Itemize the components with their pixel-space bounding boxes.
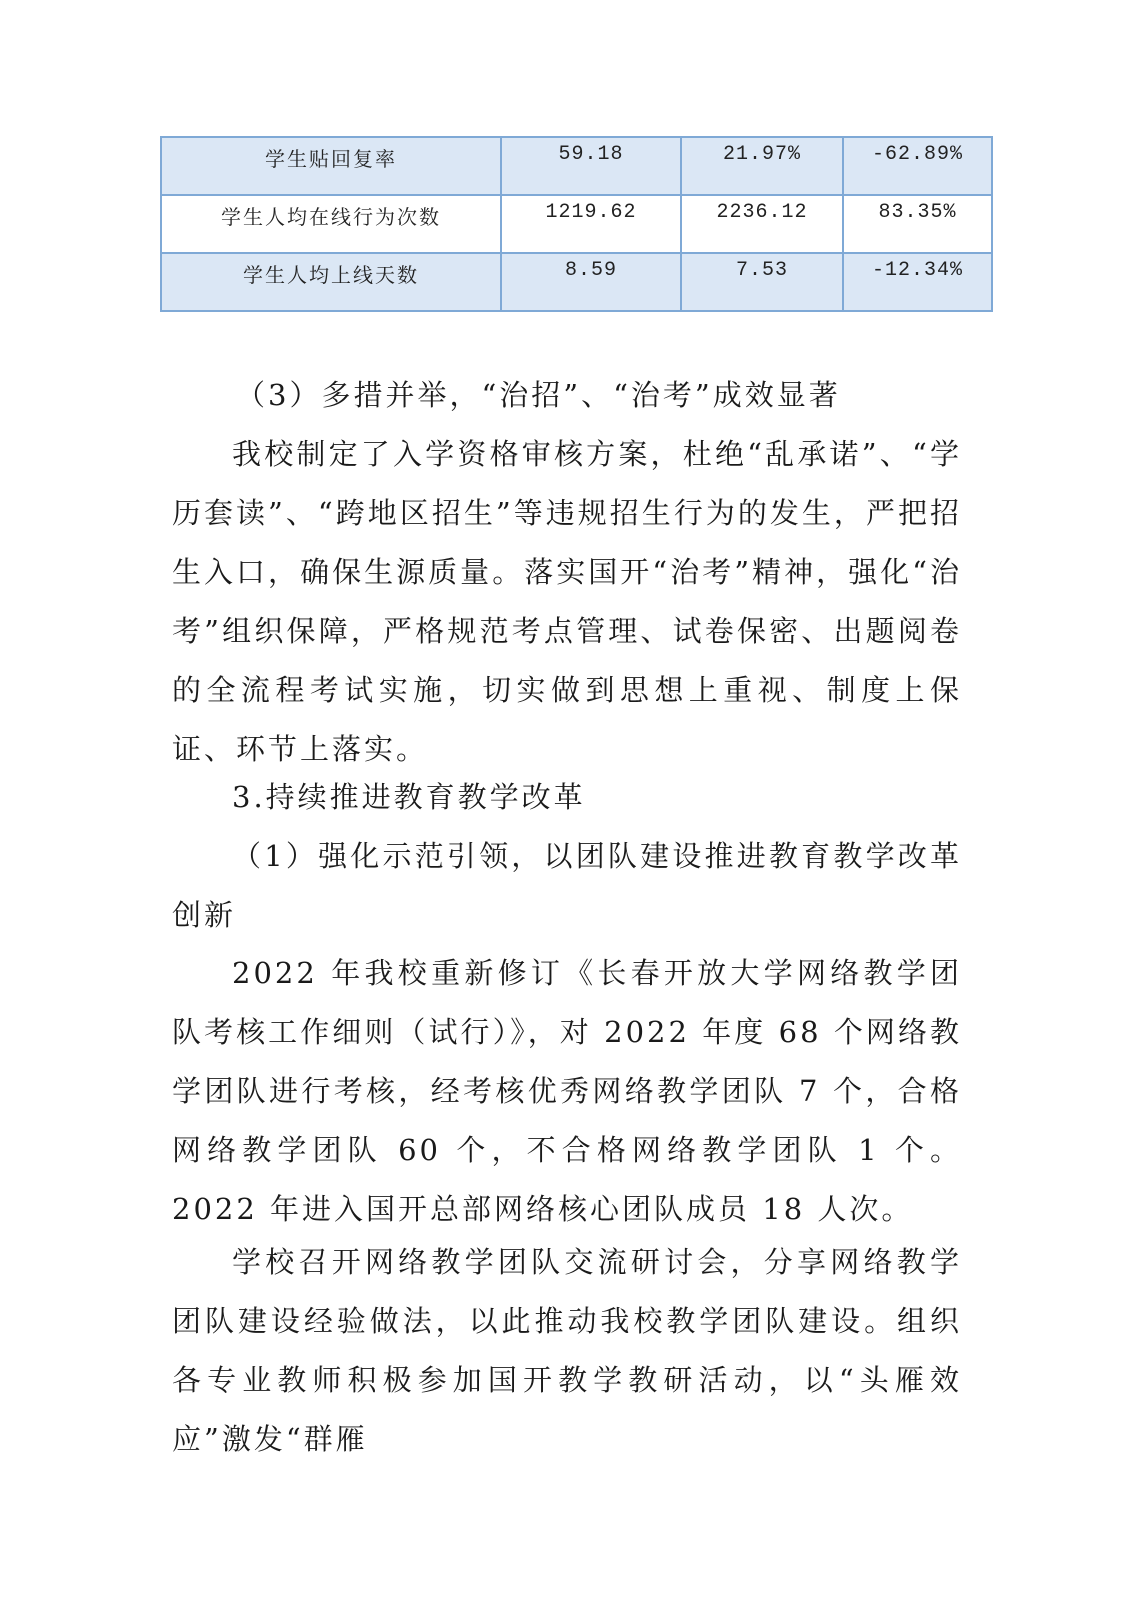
change-cell: -12.34% xyxy=(843,253,992,311)
value-cell: 2236.12 xyxy=(681,195,843,253)
row-label: 学生人均在线行为次数 xyxy=(161,195,501,253)
table-row xyxy=(161,195,992,253)
value-cell: 1219.62 xyxy=(501,195,681,253)
subsection-heading-1: （1）强化示范引领，以团队建设推进教育教学改革创新 xyxy=(172,839,962,932)
value-cell: 8.59 xyxy=(501,253,681,311)
row-label: 学生人均上线天数 xyxy=(161,253,501,311)
statistics-table xyxy=(160,136,993,312)
section-heading: 3.持续推进教育教学改革 xyxy=(232,780,586,814)
value-cell: 59.18 xyxy=(501,137,681,195)
value-cell: 7.53 xyxy=(681,253,843,311)
change-cell: 83.35% xyxy=(843,195,992,253)
change-cell: -62.89% xyxy=(843,137,992,195)
table-row xyxy=(161,253,992,311)
paragraph-team-seminar: 学校召开网络教学团队交流研讨会，分享网络教学团队建设经验做法，以此推动我校教学团队建设。组织各专业教师积极参加国开教学教研活动，以“头雁效应”激发“群雁 xyxy=(172,1245,962,1456)
value-cell: 21.97% xyxy=(681,137,843,195)
row-label: 学生贴回复率 xyxy=(161,137,501,195)
subsection-heading-3: （3）多措并举，“治招”、“治考”成效显著 xyxy=(236,378,841,412)
paragraph-team-assessment: 2022 年我校重新修订《长春开放大学网络教学团队考核工作细则（试行）》，对 2022 年度 68 个网络教学团队进行考核，经考核优秀网络教学团队 7 个，合格网络教学团队 60 个，不合格网络教学团队 1 个。2022 年进入国开总部网络核心团队成员 18 人次。 xyxy=(172,956,962,1226)
table-row xyxy=(161,137,992,195)
paragraph-admission: 我校制定了入学资格审核方案，杜绝“乱承诺”、“学历套读”、“跨地区招生”等违规招生行为的发生，严把招生入口，确保生源质量。落实国开“治考”精神，强化“治考”组织保障，严格规范考点管理、试卷保密、出题阅卷的全流程考试实施，切实做到思想上重视、制度上保证、环节上落实。 xyxy=(172,437,962,766)
